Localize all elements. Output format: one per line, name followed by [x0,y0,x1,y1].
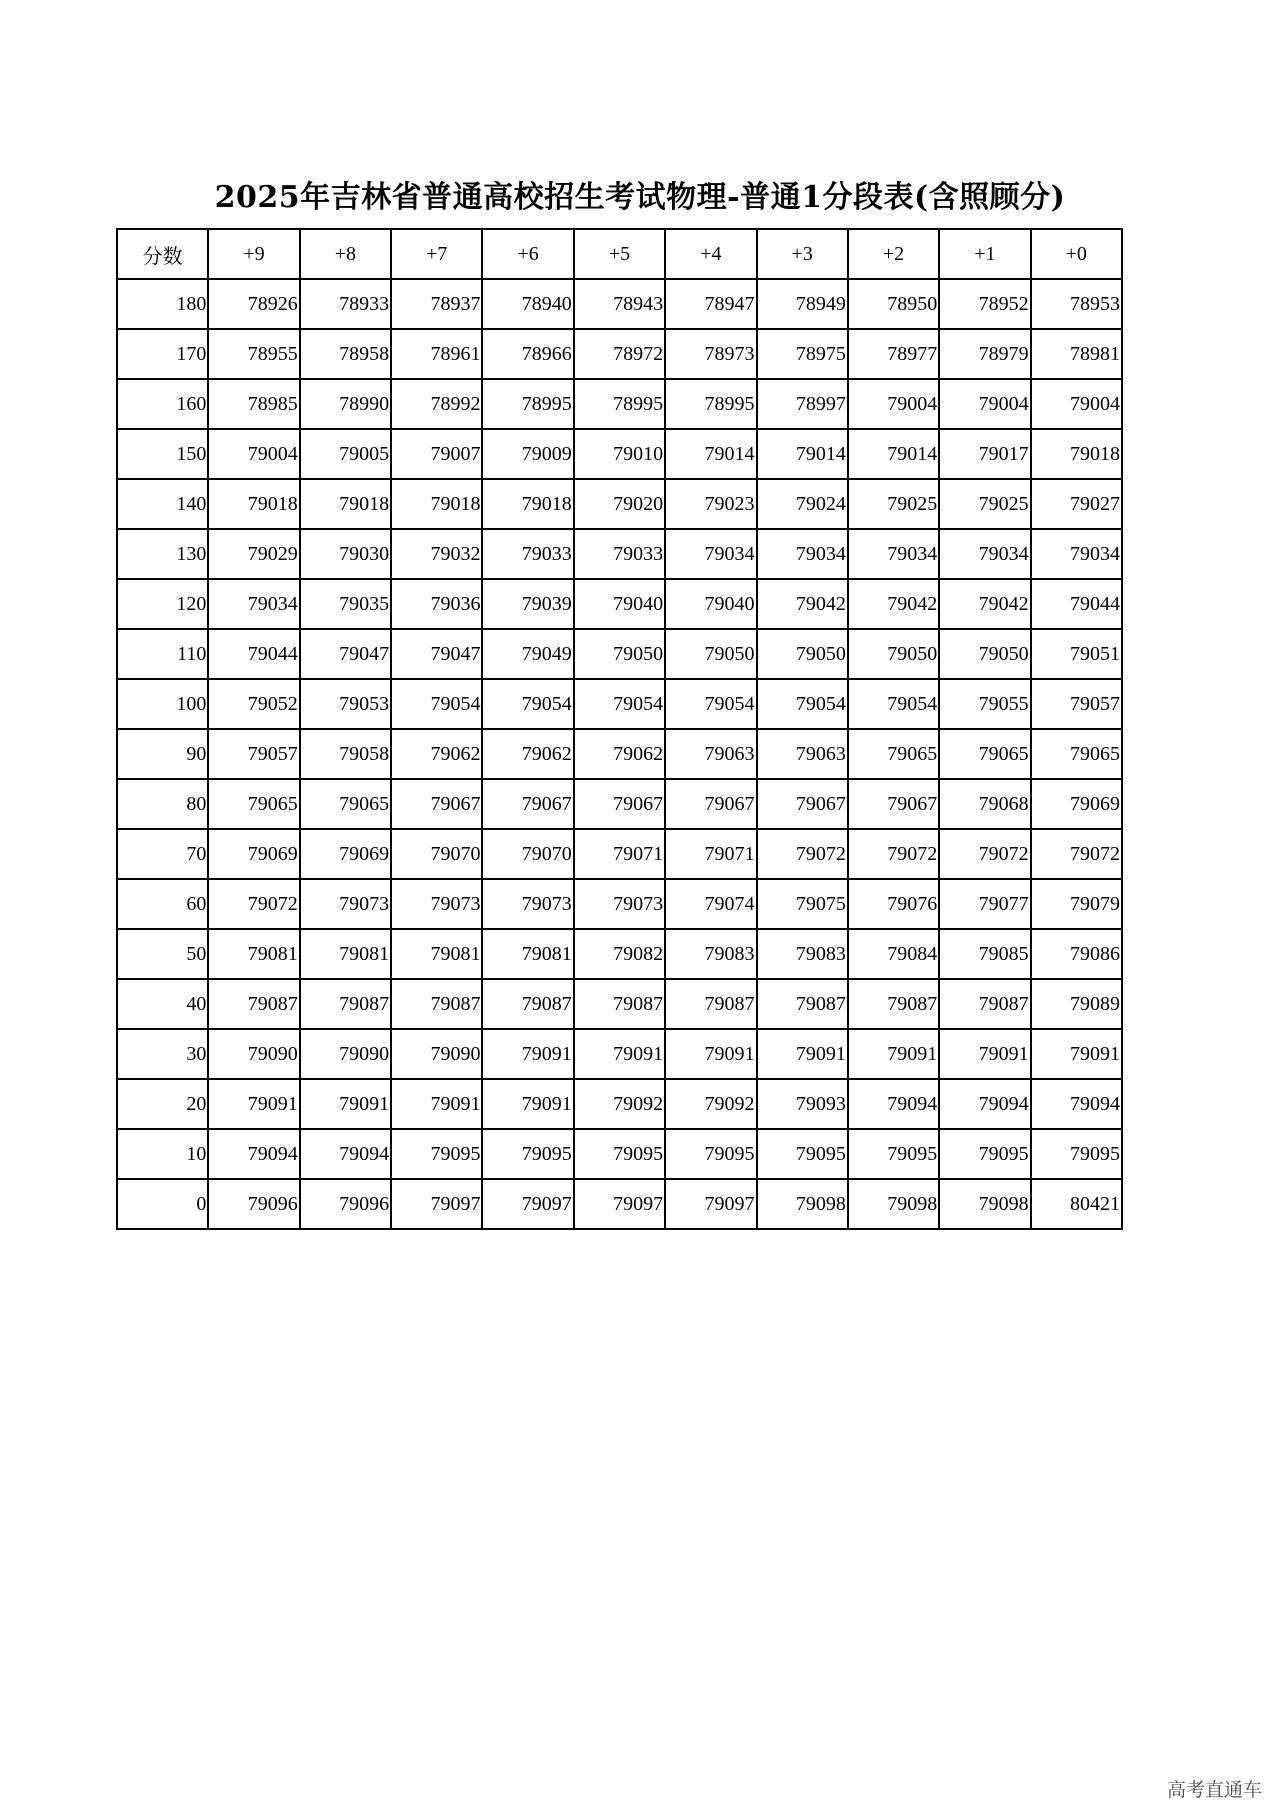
count-cell: 79063 [757,729,848,779]
count-cell: 79073 [482,879,573,929]
count-cell: 79091 [757,1029,848,1079]
count-cell: 78933 [300,279,391,329]
count-cell: 79091 [1031,1029,1122,1079]
count-cell: 79067 [848,779,939,829]
score-cell: 60 [117,879,208,929]
table-row [117,279,1122,329]
table-row [117,929,1122,979]
count-cell: 79091 [574,1029,665,1079]
count-cell: 79081 [300,929,391,979]
count-cell: 79091 [482,1079,573,1129]
count-cell: 79067 [574,779,665,829]
score-cell: 0 [117,1179,208,1229]
count-cell: 79054 [848,679,939,729]
count-cell: 78997 [757,379,848,429]
count-cell: 79098 [848,1179,939,1229]
score-cell: 50 [117,929,208,979]
count-cell: 79034 [1031,529,1122,579]
table-row [117,679,1122,729]
table-body [117,279,1122,1229]
count-cell: 78985 [208,379,299,429]
count-cell: 79097 [574,1179,665,1229]
count-cell: 79094 [300,1129,391,1179]
count-cell: 79072 [848,829,939,879]
count-cell: 79052 [208,679,299,729]
table-row [117,629,1122,679]
count-cell: 79033 [574,529,665,579]
count-cell: 79034 [939,529,1030,579]
count-cell: 79067 [391,779,482,829]
score-cell: 80 [117,779,208,829]
header-offset: +6 [482,229,573,279]
count-cell: 79044 [1031,579,1122,629]
count-cell: 79072 [1031,829,1122,879]
count-cell: 79009 [482,429,573,479]
count-cell: 78949 [757,279,848,329]
count-cell: 79014 [848,429,939,479]
count-cell: 79081 [482,929,573,979]
count-cell: 79097 [391,1179,482,1229]
count-cell: 79020 [574,479,665,529]
count-cell: 78981 [1031,329,1122,379]
score-cell: 30 [117,1029,208,1079]
count-cell: 78995 [574,379,665,429]
header-offset: +5 [574,229,665,279]
count-cell: 79094 [848,1079,939,1129]
table-header [117,229,1122,279]
count-cell: 79014 [757,429,848,479]
table-row [117,329,1122,379]
count-cell: 79050 [848,629,939,679]
count-cell: 79018 [208,479,299,529]
header-score: 分数 [117,229,208,279]
count-cell: 78975 [757,329,848,379]
count-cell: 79034 [208,579,299,629]
header-offset: +2 [848,229,939,279]
count-cell: 79054 [665,679,756,729]
count-cell: 79044 [208,629,299,679]
count-cell: 79087 [848,979,939,1029]
count-cell: 79018 [300,479,391,529]
count-cell: 79087 [391,979,482,1029]
count-cell: 79067 [665,779,756,829]
score-cell: 40 [117,979,208,1029]
header-row [117,229,1122,279]
count-cell: 79093 [757,1079,848,1129]
count-cell: 79077 [939,879,1030,929]
count-cell: 79073 [391,879,482,929]
table-row [117,379,1122,429]
count-cell: 79097 [482,1179,573,1229]
table-row [117,1179,1122,1229]
count-cell: 79087 [208,979,299,1029]
count-cell: 79057 [208,729,299,779]
count-cell: 79035 [300,579,391,629]
count-cell: 78940 [482,279,573,329]
count-cell: 79040 [665,579,756,629]
count-cell: 79010 [574,429,665,479]
count-cell: 79047 [300,629,391,679]
table-row [117,979,1122,1029]
count-cell: 79092 [574,1079,665,1129]
count-cell: 79070 [391,829,482,879]
watermark-text: 高考直通车 [1166,1779,1262,1801]
count-cell: 78953 [1031,279,1122,329]
table-row [117,1129,1122,1179]
count-cell: 79065 [208,779,299,829]
count-cell: 79065 [1031,729,1122,779]
count-cell: 79094 [939,1079,1030,1129]
count-cell: 79017 [939,429,1030,479]
count-cell: 79079 [1031,879,1122,929]
count-cell: 79027 [1031,479,1122,529]
table-row [117,479,1122,529]
count-cell: 79095 [574,1129,665,1179]
count-cell: 79023 [665,479,756,529]
count-cell: 79033 [482,529,573,579]
score-cell: 100 [117,679,208,729]
count-cell: 79096 [208,1179,299,1229]
count-cell: 79091 [939,1029,1030,1079]
count-cell: 79004 [208,429,299,479]
count-cell: 79030 [300,529,391,579]
count-cell: 78958 [300,329,391,379]
count-cell: 79042 [757,579,848,629]
score-cell: 140 [117,479,208,529]
count-cell: 78995 [482,379,573,429]
count-cell: 79024 [757,479,848,529]
score-cell: 70 [117,829,208,879]
count-cell: 79095 [848,1129,939,1179]
count-cell: 79069 [1031,779,1122,829]
count-cell: 79084 [848,929,939,979]
table-row [117,429,1122,479]
count-cell: 79073 [300,879,391,929]
count-cell: 79029 [208,529,299,579]
count-cell: 78937 [391,279,482,329]
count-cell: 79096 [300,1179,391,1229]
table-row [117,779,1122,829]
count-cell: 79069 [208,829,299,879]
count-cell: 79055 [939,679,1030,729]
count-cell: 79073 [574,879,665,929]
count-cell: 79050 [757,629,848,679]
table-row [117,879,1122,929]
count-cell: 79065 [300,779,391,829]
count-cell: 79085 [939,929,1030,979]
count-cell: 78955 [208,329,299,379]
header-offset: +0 [1031,229,1122,279]
count-cell: 78950 [848,279,939,329]
count-cell: 79095 [939,1129,1030,1179]
count-cell: 79087 [939,979,1030,1029]
table-row [117,1029,1122,1079]
table-row [117,1079,1122,1129]
score-cell: 180 [117,279,208,329]
table-row [117,529,1122,579]
count-cell: 79036 [391,579,482,629]
count-cell: 79040 [574,579,665,629]
count-cell: 79049 [482,629,573,679]
count-cell: 79018 [391,479,482,529]
count-cell: 79047 [391,629,482,679]
header-offset: +8 [300,229,391,279]
count-cell: 78973 [665,329,756,379]
count-cell: 79087 [482,979,573,1029]
count-cell: 79082 [574,929,665,979]
table-row [117,729,1122,779]
header-offset: +1 [939,229,1030,279]
count-cell: 79057 [1031,679,1122,729]
count-cell: 79004 [1031,379,1122,429]
count-cell: 79090 [208,1029,299,1079]
score-cell: 20 [117,1079,208,1129]
count-cell: 79007 [391,429,482,479]
count-cell: 79072 [757,829,848,879]
count-cell: 78979 [939,329,1030,379]
count-cell: 78943 [574,279,665,329]
count-cell: 79091 [391,1079,482,1129]
count-cell: 79058 [300,729,391,779]
header-offset: +7 [391,229,482,279]
count-cell: 78972 [574,329,665,379]
count-cell: 79072 [939,829,1030,879]
count-cell: 79095 [757,1129,848,1179]
count-cell: 79070 [482,829,573,879]
document-title: 2025年吉林省普通高校招生考试物理-普通1分段表(含照顾分) [214,180,1066,215]
score-cell: 10 [117,1129,208,1179]
count-cell: 78977 [848,329,939,379]
count-cell: 79091 [208,1079,299,1129]
count-cell: 79094 [208,1129,299,1179]
count-cell: 79004 [939,379,1030,429]
score-cell: 130 [117,529,208,579]
count-cell: 79095 [1031,1129,1122,1179]
count-cell: 79081 [391,929,482,979]
count-cell: 79062 [574,729,665,779]
count-cell: 79054 [574,679,665,729]
count-cell: 79087 [665,979,756,1029]
count-cell: 79071 [574,829,665,879]
count-cell: 79053 [300,679,391,729]
table-row [117,829,1122,879]
header-offset: +9 [208,229,299,279]
count-cell: 79072 [208,879,299,929]
count-cell: 79095 [665,1129,756,1179]
count-cell: 79042 [848,579,939,629]
header-offset: +4 [665,229,756,279]
count-cell: 79092 [665,1079,756,1129]
count-cell: 79018 [482,479,573,529]
count-cell: 79004 [848,379,939,429]
count-cell: 79087 [574,979,665,1029]
count-cell: 79095 [482,1129,573,1179]
count-cell: 79065 [939,729,1030,779]
count-cell: 79091 [300,1079,391,1129]
count-cell: 79068 [939,779,1030,829]
count-cell: 79034 [665,529,756,579]
count-cell: 79005 [300,429,391,479]
count-cell: 79076 [848,879,939,929]
count-cell: 79054 [757,679,848,729]
count-cell: 79083 [665,929,756,979]
count-cell: 79089 [1031,979,1122,1029]
count-cell: 79098 [939,1179,1030,1229]
count-cell: 79054 [482,679,573,729]
count-cell: 79083 [757,929,848,979]
count-cell: 78990 [300,379,391,429]
count-cell: 79081 [208,929,299,979]
count-cell: 78952 [939,279,1030,329]
count-cell: 79054 [391,679,482,729]
count-cell: 79050 [939,629,1030,679]
score-distribution-table [116,228,1123,1230]
score-cell: 170 [117,329,208,379]
count-cell: 79034 [757,529,848,579]
count-cell: 79087 [757,979,848,1029]
count-cell: 79014 [665,429,756,479]
count-cell: 79091 [665,1029,756,1079]
count-cell: 79039 [482,579,573,629]
count-cell: 79050 [574,629,665,679]
count-cell: 79087 [300,979,391,1029]
count-cell: 78947 [665,279,756,329]
count-cell: 78961 [391,329,482,379]
count-cell: 79091 [848,1029,939,1079]
score-cell: 150 [117,429,208,479]
count-cell: 79042 [939,579,1030,629]
count-cell: 78992 [391,379,482,429]
count-cell: 79074 [665,879,756,929]
header-offset: +3 [757,229,848,279]
count-cell: 79067 [757,779,848,829]
count-cell: 79051 [1031,629,1122,679]
score-cell: 90 [117,729,208,779]
count-cell: 79067 [482,779,573,829]
count-cell: 79062 [391,729,482,779]
count-cell: 78926 [208,279,299,329]
count-cell: 79075 [757,879,848,929]
count-cell: 79095 [391,1129,482,1179]
count-cell: 79062 [482,729,573,779]
count-cell: 79018 [1031,429,1122,479]
count-cell: 78966 [482,329,573,379]
count-cell: 79034 [848,529,939,579]
score-cell: 110 [117,629,208,679]
score-cell: 120 [117,579,208,629]
count-cell: 79090 [391,1029,482,1079]
count-cell: 79025 [848,479,939,529]
count-cell: 79086 [1031,929,1122,979]
count-cell: 78995 [665,379,756,429]
count-cell: 79069 [300,829,391,879]
count-cell: 80421 [1031,1179,1122,1229]
score-cell: 160 [117,379,208,429]
count-cell: 79097 [665,1179,756,1229]
count-cell: 79025 [939,479,1030,529]
count-cell: 79063 [665,729,756,779]
count-cell: 79090 [300,1029,391,1079]
count-cell: 79050 [665,629,756,679]
count-cell: 79032 [391,529,482,579]
count-cell: 79091 [482,1029,573,1079]
count-cell: 79098 [757,1179,848,1229]
count-cell: 79065 [848,729,939,779]
table-row [117,579,1122,629]
count-cell: 79071 [665,829,756,879]
count-cell: 79094 [1031,1079,1122,1129]
